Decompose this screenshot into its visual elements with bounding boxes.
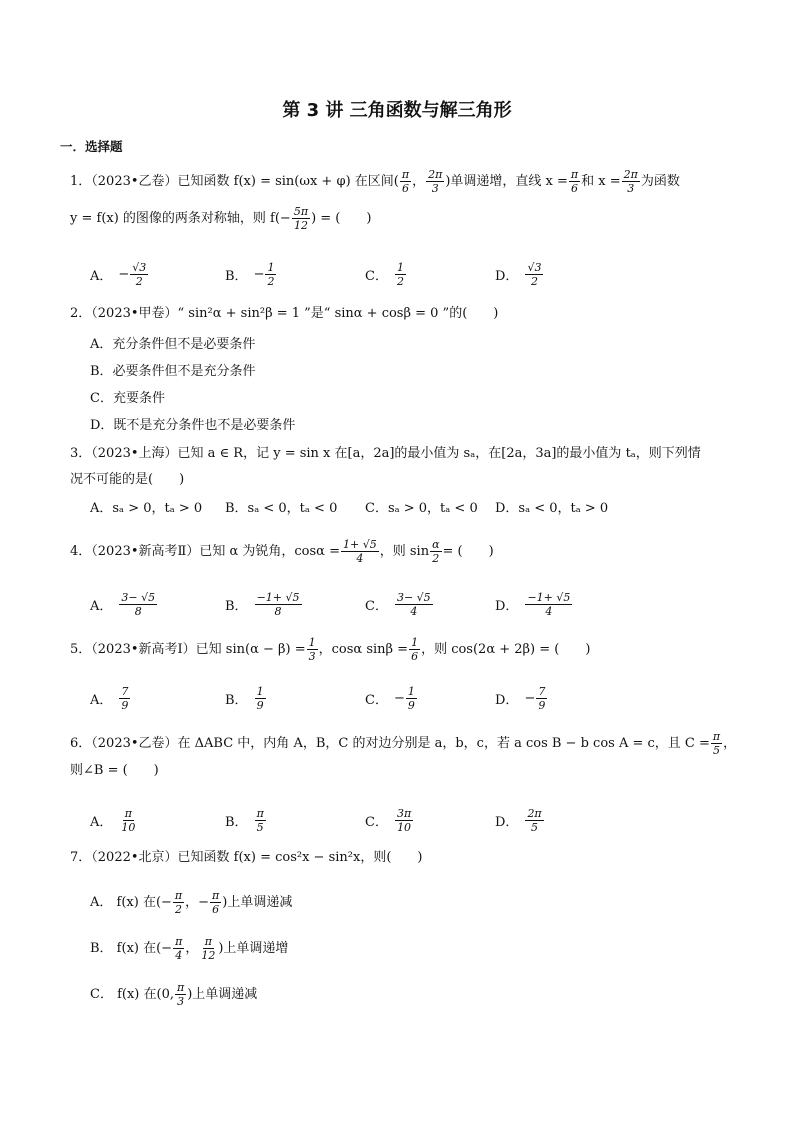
fraction: $\frac{\alpha}{2}$ [432,538,440,565]
option-b[interactable]: B． $\frac{-1+ √5}{8}$ [225,590,300,618]
option-c[interactable]: C．充要条件 [90,391,165,406]
fraction: $\frac{5\pi}{12}$ [293,205,309,232]
option-c[interactable]: C．sₐ > 0，tₐ < 0 [365,500,478,516]
question-6-options [90,800,730,840]
question-5: 5．（2023•新高考Ⅰ）已知 sin(α − β) = $\frac{1}{3}$ ，cosα sinβ = $\frac{1}{6}$ ，则 cos(2α + 2β) = ( ) [70,636,591,663]
option-d[interactable]: D．既不是充分条件也不是必要条件 [90,418,296,433]
option-b[interactable]: B． − $\frac{1}{2}$ [225,260,275,288]
option-c[interactable]: C． − $\frac{1}{9}$ [365,684,415,712]
question-1 [70,168,740,232]
option-d[interactable]: D． − $\frac{7}{9}$ [495,684,546,712]
option-c[interactable]: C． $\frac{3\pi}{10}$ [365,806,412,834]
option-d[interactable]: D． $\frac{√3}{2}$ [495,260,542,288]
option-b[interactable]: B． $\frac{\pi}{5}$ [225,806,264,834]
option-c[interactable]: C． $\frac{1}{2}$ [365,260,404,288]
fraction: $\frac{\pi}{5}$ [712,730,721,757]
fraction: $\frac{2\pi}{3}$ [428,168,443,195]
question-1-line-2: y = f(x) 的图像的两条对称轴，则 f(− $\frac{5\pi}{12}$ ) = ( ) [70,205,372,232]
question-7-options [90,880,292,1018]
option-b[interactable]: B． $\frac{1}{9}$ [225,684,264,712]
option-a[interactable]: A． f(x) 在(− $\frac{\pi}{2}$ ，− $\frac{\pi}{6}$ )上单调递减 [90,889,293,916]
option-c[interactable]: C． f(x) 在(0, $\frac{\pi}{3}$ )上单调递减 [90,981,258,1008]
option-b[interactable]: B．sₐ < 0，tₐ < 0 [225,500,338,516]
option-a[interactable]: A． $\frac{3- √5}{8}$ [90,590,156,618]
fraction: $\frac{1}{3}$ [308,636,316,663]
section-heading: 一．选择题 [60,139,123,154]
option-b[interactable]: B． f(x) 在(− $\frac{\pi}{4}$ ， $\frac{\pi}{12}$ )上单调递增 [90,935,289,962]
option-d[interactable]: D． $\frac{2\pi}{5}$ [495,806,542,834]
question-4-options [90,584,730,624]
option-b[interactable]: B．必要条件但不是充分条件 [90,364,256,379]
page-title: 第 3 讲 三角函数与解三角形 [282,100,512,121]
question-2-options [90,331,295,439]
option-c[interactable]: C． $\frac{3- √5}{4}$ [365,590,431,618]
question-6: 6．（2023•乙卷）在 ΔABC 中，内角 A，B，C 的对边分别是 a，b，c，若 a cos B − b cos A = c，且 C = $\frac{\pi}{5}$ ， 则∠B = ( ) [70,730,737,778]
option-a[interactable]: A．充分条件但不是必要条件 [90,337,256,352]
question-7: 7．（2022•北京）已知函数 f(x) = cos²x − sin²x，则( ) [70,850,423,865]
question-1-line-1: 1．（2023•乙卷）已知函数 f(x) = sin(ωx + φ) 在区间( $\frac{\pi}{6}$ ， $\frac{2\pi}{3}$ )单调递增，直线 x = $\frac{\pi}{6}$ 和 x = $\frac{2\pi}{3}$ 为函数 [70,168,680,195]
question-3: 3．（2023•上海）已知 a ∈ R，记 y = sin x 在[a，2a]的最小值为 sₐ，在[2a，3a]的最小值为 tₐ，则下列情 况不可能的是( ) [70,446,701,487]
question-2: 2．（2023•甲卷）“ sin²α + sin²β = 1 ”是“ sinα + cosβ = 0 ”的( ) [70,306,499,321]
option-a[interactable]: A． − $\frac{√3}{2}$ [90,260,147,288]
question-5-options [90,678,730,718]
question-3-options [90,494,730,518]
fraction: $\frac{\pi}{6}$ [570,168,579,195]
option-a[interactable]: A． $\frac{7}{9}$ [90,684,129,712]
option-a[interactable]: A．sₐ > 0，tₐ > 0 [90,500,203,516]
fraction: $\frac{\pi}{6}$ [401,168,410,195]
question-4: 4．（2023•新高考Ⅱ）已知 α 为锐角，cosα = $\frac{1+ √5}{4}$ ，则 sin $\frac{\alpha}{2}$ = ( ) [70,538,494,565]
fraction: $\frac{1+ √5}{4}$ [343,538,377,565]
option-a[interactable]: A． $\frac{\pi}{10}$ [90,806,136,834]
option-d[interactable]: D． $\frac{-1+ √5}{4}$ [495,590,571,618]
fraction: $\frac{1}{6}$ [411,636,419,663]
question-1-options [90,254,730,294]
option-d[interactable]: D．sₐ < 0，tₐ > 0 [495,500,609,516]
fraction: $\frac{2\pi}{3}$ [623,168,638,195]
